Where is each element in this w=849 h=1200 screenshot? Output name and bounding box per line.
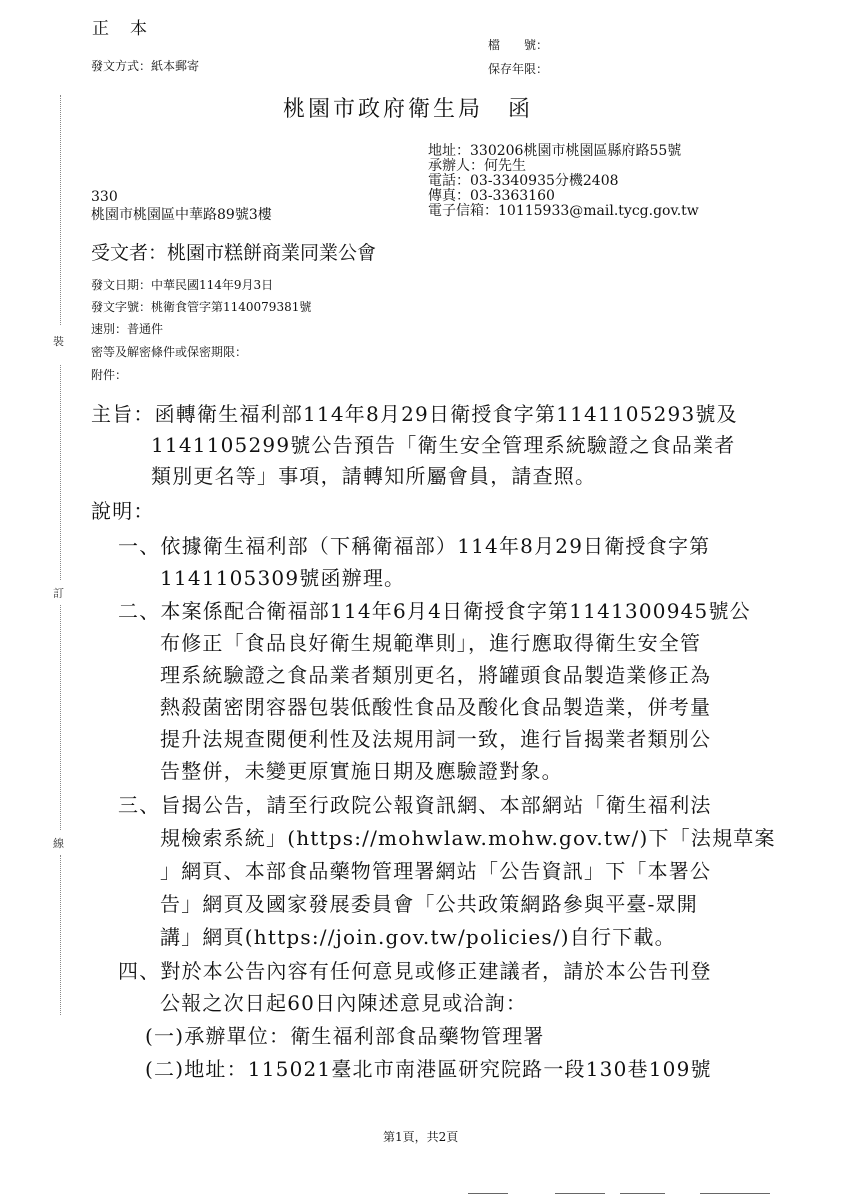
attachment: 附件： [91,368,128,382]
item-line: 三、旨揭公告，請至行政院公報資訊網、本部網站「衛生福利法 [118,793,712,817]
item-line: 布修正「食品良好衛生規範準則」，進行應取得衛生安全管 [160,631,702,655]
item-line: 四、對於本公告內容有任何意見或修正建議者，請於本公告刊登 [118,959,712,983]
scan-edge [700,1193,770,1194]
binding-line-mid [60,365,61,580]
doc-number: 發文字號：桃衛食管字第1140079381號 [91,300,312,314]
sender-block [428,144,699,219]
item-line: 一、依據衛生福利部（下稱衛福部）114年8月29日衛授食字第 [118,534,711,558]
item-line: (一)承辦單位：衛生福利部食品藥物管理署 [145,1024,545,1048]
send-method: 發文方式：紙本郵寄 [91,59,200,73]
margin-mark-line: 線 [53,837,64,850]
binding-line-top [60,95,61,325]
sender-handler: 承辦人：何先生 [428,158,526,174]
copy-mark: 正 本 [92,19,149,39]
item-line: 提升法規查閱便利性及法規用詞一致，進行旨揭業者類別公 [160,727,712,751]
subject-line-1: 主旨：函轉衛生福利部114年8月29日衛授食字第1141105293號及 [91,402,738,426]
subject-line-2: 1141105299號公告預告「衛生安全管理系統驗證之食品業者 [151,433,736,457]
item-line: 公報之次日起60日內陳述意見或洽詢： [160,991,528,1015]
item-line: 1141105309號函辦理。 [160,566,406,590]
item-line: 規檢索系統」(https://mohwlaw.mohw.gov.tw/)下「法規草案 [160,826,776,850]
item-line: 」網頁、本部食品藥物管理署網站「公告資訊」下「本署公 [160,859,712,883]
item-line: 理系統驗證之食品業者類別更名，將罐頭食品製造業修正為 [160,663,712,687]
recipient-zip: 330 [91,189,118,205]
retention-label: 保存年限： [488,62,549,76]
doc-title: 桃園市政府衛生局 函 [283,97,534,122]
scan-edge [555,1193,605,1194]
margin-mark-staple: 訂 [53,587,64,600]
recipient: 受文者：桃園市糕餅商業同業公會 [91,242,377,264]
item-line: 二、本案係配合衛福部114年6月4日衛授食字第1141300945號公 [118,599,751,623]
issue-date: 發文日期：中華民國114年9月3日 [91,278,274,292]
item-line: 告」網頁及國家發展委員會「公共政策網路參與平臺-眾開 [160,892,698,916]
file-number-label: 檔 號： [488,38,549,52]
binding-line-mid2 [60,605,61,830]
speed: 速別：普通件 [91,322,164,336]
security-terms: 密等及解密條件或保密期限： [91,345,248,359]
sender-address: 地址：330206桃園市桃園區縣府路55號 [428,143,682,159]
sender-phone: 電話：03-3340935分機2408 [428,173,619,189]
item-line: 講」網頁(https://join.gov.tw/policies/)自行下載。 [160,925,676,949]
item-line: (二)地址：115021臺北市南港區研究院路一段130巷109號 [145,1057,712,1081]
explanation-label: 說明： [91,499,155,523]
subject-line-3: 類別更名等」事項，請轉知所屬會員，請查照。 [151,464,597,488]
sender-fax: 傳真：03-3363160 [428,188,555,204]
recipient-address: 桃園市桃園區中華路89號3樓 [91,207,272,223]
scan-edge [620,1193,665,1194]
margin-mark-bind: 裝 [53,335,64,348]
binding-line-bottom [60,855,61,1015]
item-line: 告整併，未變更原實施日期及應驗證對象。 [160,759,563,783]
sender-email: 電子信箱：10115933@mail.tycg.gov.tw [428,203,699,219]
item-line: 熱殺菌密閉容器包裝低酸性食品及酸化食品製造業，併考量 [160,695,712,719]
page-footer: 第1頁，共2頁 [383,1130,459,1144]
scan-edge [468,1193,508,1194]
